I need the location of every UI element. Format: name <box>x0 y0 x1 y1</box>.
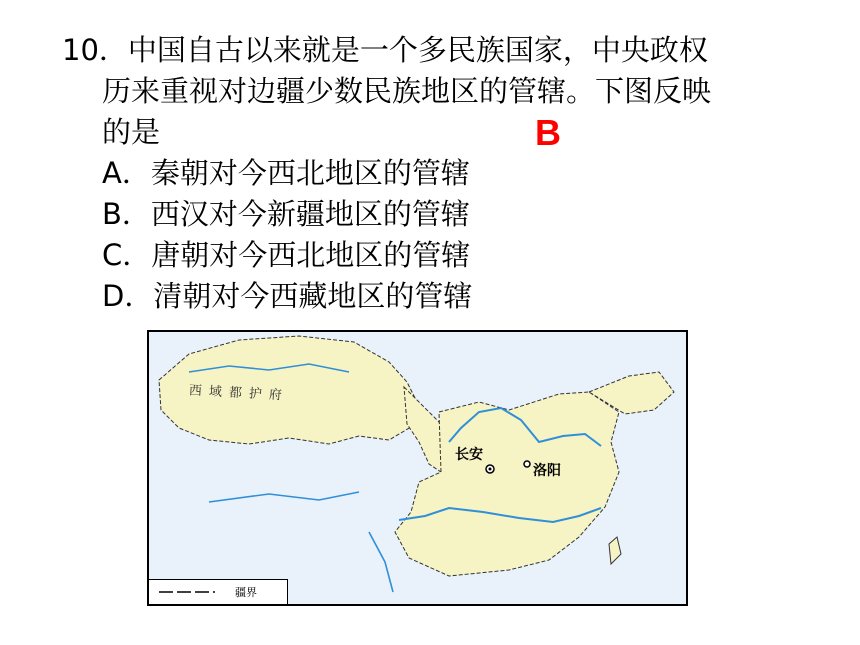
city-label-changan: 长安 <box>455 447 483 463</box>
west-river <box>209 492 359 502</box>
historical-map <box>147 330 688 606</box>
option-c[interactable]: C．唐朝对今西北地区的管辖 <box>102 238 471 272</box>
map-graphic <box>149 332 686 604</box>
island <box>609 537 621 564</box>
option-b[interactable]: B．西汉对今新疆地区的管辖 <box>102 197 470 231</box>
question-line-1: 10．中国自古以来就是一个多民族国家，中央政权 <box>62 33 708 67</box>
question-block <box>62 30 822 317</box>
question-line-2: 历来重视对边疆少数民族地区的管辖。下图反映 <box>102 74 712 108</box>
map-legend <box>149 579 288 604</box>
option-a[interactable]: A．秦朝对今西北地区的管辖 <box>102 156 470 190</box>
legend-label: 疆界 <box>235 586 257 599</box>
border-line-icon <box>155 580 235 604</box>
south-river <box>369 532 393 592</box>
city-label-luoyang: 洛阳 <box>533 463 561 479</box>
option-d[interactable]: D．清朝对今西藏地区的管辖 <box>102 279 473 313</box>
region-label: 西域都护府 <box>188 383 290 404</box>
luoyang-marker <box>524 461 530 467</box>
answer-mark: B <box>535 112 561 153</box>
question-line-3: 的是 <box>102 115 161 149</box>
